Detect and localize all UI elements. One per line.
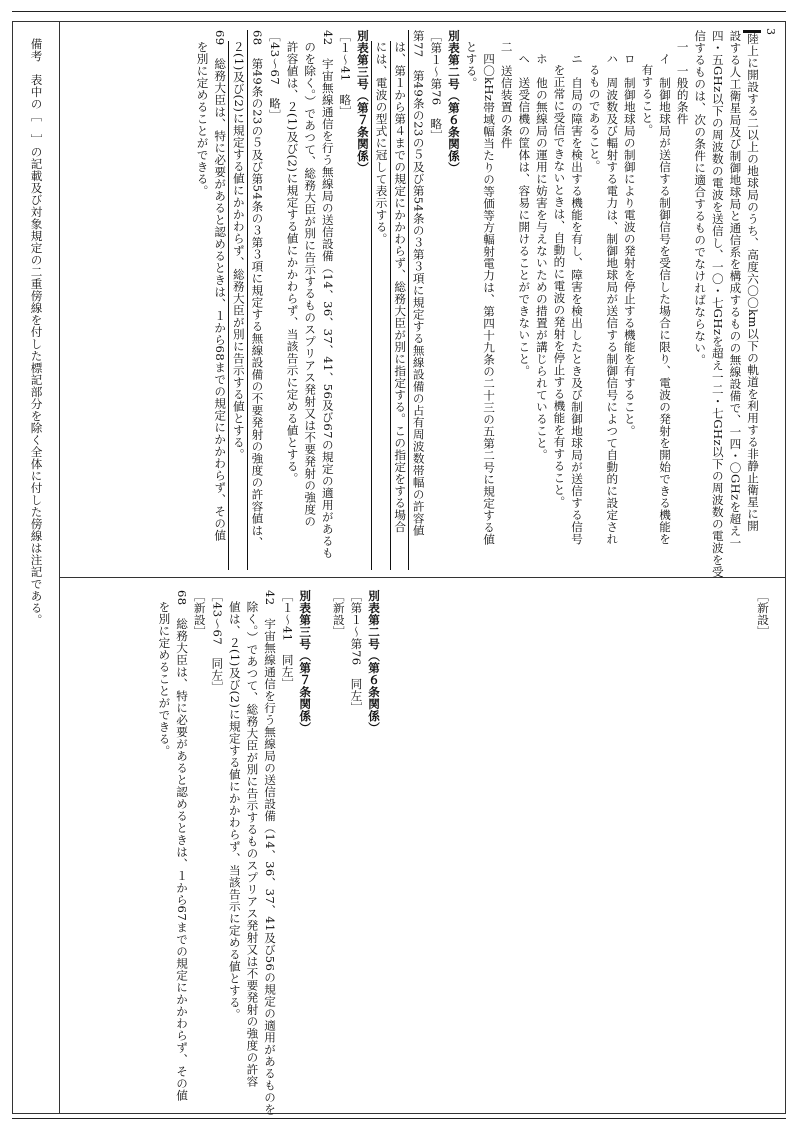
upper-line: ニ 自局の障害を検出する機能を有し、障害を検出したとき及び制御地球局が送信する信号 bbox=[570, 53, 585, 545]
upper-line: 別表第二号（第６条関係） bbox=[446, 30, 461, 174]
upper-line: イ 制御地球局が送信する制御信号を受信した場合に限り、電波の発射を開始できる機能を bbox=[658, 53, 673, 545]
lower-line: ［新設］ bbox=[192, 590, 207, 638]
upper-line: 42 宇宙無線通信を行う無線局の送信設備（14、36、37、41、56及び67の規定の適用があるも bbox=[320, 30, 335, 559]
upper-text-block bbox=[193, 30, 761, 579]
lower-line: 42 宇宙無線通信を行う無線局の送信設備（14、36、37、41及び56の規定の適用があるものを bbox=[263, 590, 278, 1116]
lower-line: 別表第三号（第７条関係） bbox=[298, 590, 313, 734]
upper-line: 68 第49条の23の５及び第54条の３第３項に規定する無線設備の不要発射の強度の許容値は、 bbox=[247, 30, 266, 570]
upper-line: 信するものは、次の条件に適合するものでなければならない。 bbox=[693, 30, 708, 366]
upper-line: ［43～67 略］ bbox=[267, 30, 282, 122]
upper-line: ２(1)及び(2)に規定する値にかかわらず、総務大臣が別に告示する値とする。 bbox=[228, 41, 247, 570]
column-divider bbox=[59, 577, 785, 578]
upper-line: 一 一般的条件 bbox=[675, 41, 690, 125]
upper-line: ホ 他の無線局の運用に妨害を与えないための措置が講じられていること。 bbox=[534, 53, 549, 461]
upper-line: 設する人工衛星局及び制御地球局と通信系を構成するものの無線設備で、一四・〇GHzを超え一 bbox=[728, 30, 743, 549]
upper-line: 陸上に開設する二以上の地球局のうち、高度六〇〇km以下の軌道を利用する非静止衛星に開 bbox=[743, 30, 761, 570]
page-mark: 3 bbox=[764, 28, 777, 36]
lower-line: 別表第二号（第６条関係） bbox=[367, 590, 381, 734]
lower-line: ［第１～第76 同左］ bbox=[349, 590, 364, 714]
top-rule bbox=[12, 11, 786, 12]
bottom-rule bbox=[12, 1118, 786, 1119]
lower-text-block bbox=[155, 590, 382, 1116]
upper-line: には、電波の型式に冠して表示する。 bbox=[371, 41, 390, 570]
upper-line: ロ 制御地球局の制御により電波の発射を停止する機能を有すること。 bbox=[622, 53, 637, 437]
upper-line: 別表第三号（第７条関係） bbox=[355, 30, 370, 174]
upper-line: ［第１～第76 略］ bbox=[429, 30, 444, 142]
upper-line: とする。 bbox=[464, 41, 479, 89]
upper-line: 有すること。 bbox=[640, 64, 655, 136]
upper-line: 四〇kHz帯域幅当たりの等価等方輻射電力は、第四十九条の二十三の五第二号に規定する値 bbox=[482, 53, 497, 546]
upper-line: は、第１から第４までの規定にかかわらず、総務大臣が別に指定する。この指定をする場合 bbox=[390, 41, 409, 570]
lower-line: 68 総務大臣は、特に必要があると認めるときは、１から67までの規定にかかわらず、その値 bbox=[175, 590, 190, 1102]
upper-line: ヘ 送受信機の筐体は、容易に開けることができないこと。 bbox=[517, 53, 532, 377]
upper-line: 69 総務大臣は、特に必要があると認めるときは、１から68までの規定にかかわらず、その値 bbox=[213, 30, 228, 542]
upper-line: 許容値は、２(1)及び(2)に規定する値にかかわらず、当該告示に定める値とする。 bbox=[285, 41, 300, 485]
upper-line: ［１～41 略］ bbox=[338, 30, 353, 118]
lower-line: 除く。）であつて、総務大臣が別に告示するものスプリアス発射又は不要発射の強度の許容 bbox=[245, 601, 260, 1088]
lower-shinsetsu: ［新設］ bbox=[756, 590, 770, 638]
upper-line: ハ 周波数及び輻射する電力は、制御地球局が送信する制御信号によつて自動的に設定され bbox=[605, 53, 620, 545]
upper-line: 第77 第49条の23の５及び第54条の３第３項に規定する無線設備の占有周波数帯幅の許容値 bbox=[408, 30, 427, 570]
document-frame bbox=[12, 21, 786, 1114]
lower-line: 値は、２(1)及び(2)に規定する値にかかわらず、当該告示に定める値とする。 bbox=[227, 601, 242, 1021]
lower-line: を別に定めることができる。 bbox=[157, 601, 172, 757]
upper-line: 二 送信装置の条件 bbox=[499, 41, 514, 149]
upper-line: のを除く。）であつて、総務大臣が別に告示するものスプリアス発射又は不要発射の強度の bbox=[303, 41, 318, 528]
lower-line: ［新設］ bbox=[331, 590, 346, 638]
upper-line: 四・五GHz以下の周波数の電波を送信し、一〇・七GHzを超え一二・七GHz以下の周波数の電波を受 bbox=[710, 30, 725, 579]
remarks-note: 備考 表中の［ ］の記載及び対象規定の二重傍線を付した標記部分を除く全体に付した傍線は注記である。 bbox=[29, 38, 44, 626]
remarks-divider bbox=[59, 22, 60, 1113]
lower-line: ［１～41 同左］ bbox=[280, 590, 295, 690]
upper-line: を別に定めることができる。 bbox=[195, 41, 210, 197]
upper-line: を正常に受信できないときは、自動的に電波の発射を停止する機能を有すること。 bbox=[552, 64, 567, 508]
lower-line: ［43～67 同左］ bbox=[210, 590, 225, 694]
upper-line: るものであること。 bbox=[587, 64, 602, 172]
